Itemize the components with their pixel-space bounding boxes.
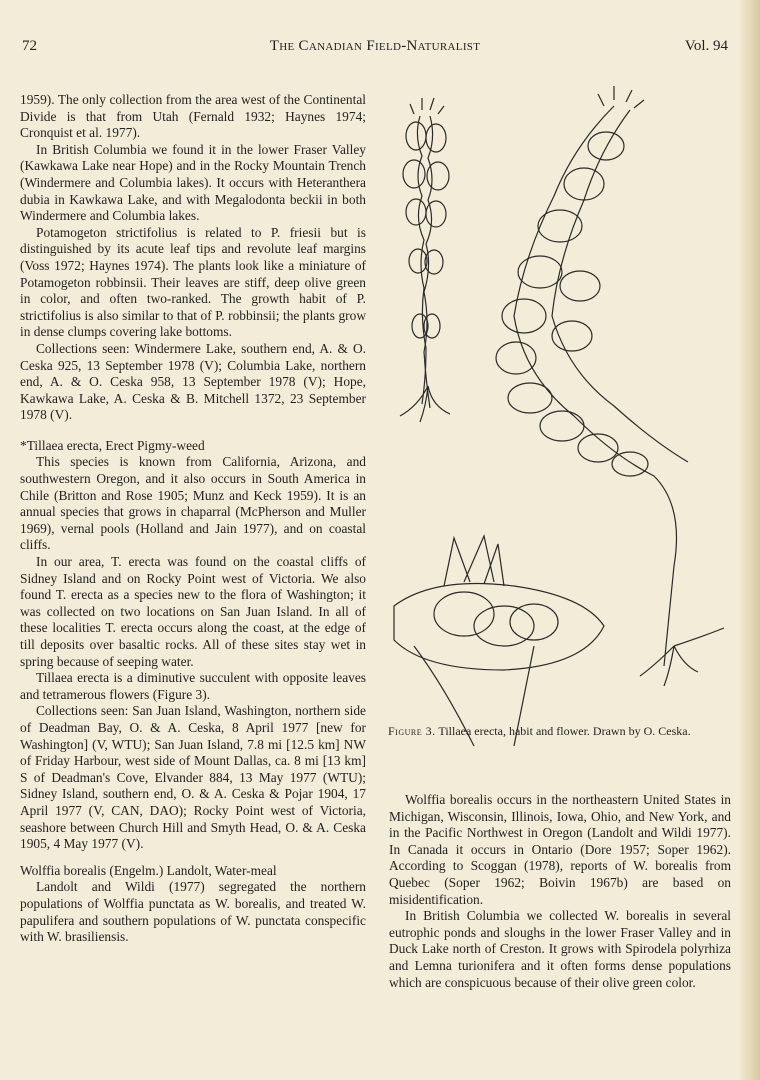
- paragraph: Landolt and Wildi (1977) segregated the northern populations of Wolffia punctata as W. borealis, and treated W. papulifera and southern populations of W. punctata conspecific with W. brasiliensis.: [20, 879, 366, 945]
- figure-caption: [388, 724, 732, 739]
- paragraph: This species is known from California, Arizona, and southwestern Oregon, and it also occurs in South America in Chile (Britton and Rose 1905; Munz and Keck 1959). It is an annual species that grows in chaparral (McPherson and Muller 1969), vernal pools (Holland and Jain 1977), and on coastal cliffs.: [20, 454, 366, 553]
- volume-label: Vol. 94: [684, 38, 728, 54]
- large-plant-drawing: [496, 86, 724, 686]
- paragraph: Collections seen: Windermere Lake, southern end, A. & O. Ceska 925, 13 September 1978 (V); Columbia Lake, northern end, A. & O. Ceska 958, 13 September 1978 (V); Hope, Kawkawa Lake, A. Ceska & B. Mitchell 1372, 23 September 1978 (V).: [20, 340, 366, 423]
- journal-title: The Canadian Field-Naturalist: [269, 38, 481, 54]
- paragraph: 1959). The only collection from the area west of the Continental Divide is that from Utah (Fernald 1932; Haynes 1974; Cronquist et al. 1977).: [20, 92, 366, 141]
- small-plant-drawing: [400, 98, 450, 422]
- page-number: 72: [22, 38, 37, 54]
- page-edge-shadow: [738, 0, 760, 1080]
- paragraph: In British Columbia we found it in the lower Fraser Valley (Kawkawa Lake near Hope) and in the Rocky Mountain Trench (Windermere and Columbia lakes). It occurs with Heteranthera dubia in Kawkawa Lake, and with Megalodonta beckii in both Windermere and Columbia lakes.: [20, 141, 366, 224]
- caption-text: Tillaea erecta, habit and flower. Drawn by O. Ceska.: [438, 724, 691, 738]
- paragraph: Wolffia borealis occurs in the northeastern United States in Michigan, Wisconsin, Illinois, Iowa, Ohio, and New York, and in the Pacific Northwest in Oregon (Landolt and Wildi 1977). In Canada it occurs in Ontario (Dore 1957; Soper 1962). According to Scoggan (1978), reports of W. borealis from Quebec (Soper 1962; Boivin 1967b) are based on misidentification.: [389, 792, 731, 907]
- flower-detail-drawing: [394, 536, 604, 746]
- species-heading-wolffia: Wolffia borealis (Engelm.) Landolt, Water-meal: [20, 862, 277, 878]
- paragraph: Potamogeton strictifolius is related to P. friesii but is distinguished by its acute leaf tips and revolute leaf margins (Voss 1972; Haynes 1974). The plants look like a miniature of Potamogeton robbinsii. Their leaves are stiff, deep olive green in color, and often two-ranked. The growth habit of P. strictifolius is also similar to that of P. robbinsii; the plants grow in dense clumps covering lake bottoms.: [20, 224, 366, 340]
- paragraph: Collections seen: San Juan Island, Washington, northern side of Deadman Bay, O. & A. Ceska, 8 April 1977 [new for Washington] (V, WTU); San Juan Island, 7.8 mi [12.5 km] NW of Friday Harbour, west side of Mount Dallas, ca. 8 mi [13 km] S of Deadman's Cove, Elvander 884, 13 May 1977 (WTU); Sidney Island, southern end, O. & A. Ceska & Pojar 1904, 17 April 1977 (V, CAN, DAO); Rocky Point west of Victoria, seashore between Church Hill and Smyth Head, O. & A. Ceska 1905, 4 May 1977 (V).: [20, 703, 366, 852]
- caption-label: Figure 3.: [388, 724, 436, 738]
- paragraph: In our area, T. erecta was found on the coastal cliffs of Sidney Island and on Rocky Point west of Victoria. We also found T. erecta as a species new to the flora of Washington; it was collected on two locations on San Juan Island. In all of these localities T. erecta occurs along the coast, at the edge of till deposits over basaltic rocks. All of these sites stay wet in spring because of seeping water.: [20, 554, 366, 669]
- left-column: [20, 92, 366, 946]
- paragraph: In British Columbia we collected W. borealis in several eutrophic ponds and sloughs in the lower Fraser Valley and in Duck Lake north of Creston. It grows with Spirodela polyrhiza and Lemna turionifera and it often forms dense populations which are conspicuous because of their olive green color.: [389, 908, 731, 990]
- plant-illustration: [384, 86, 734, 766]
- paragraph: Tillaea erecta is a diminutive succulent with opposite leaves and tetramerous flowers (Figure 3).: [20, 670, 366, 702]
- species-heading-tillaea: *Tillaea erecta, Erect Pigmy-weed: [20, 437, 205, 453]
- right-column: [389, 792, 731, 991]
- running-header: [22, 38, 728, 60]
